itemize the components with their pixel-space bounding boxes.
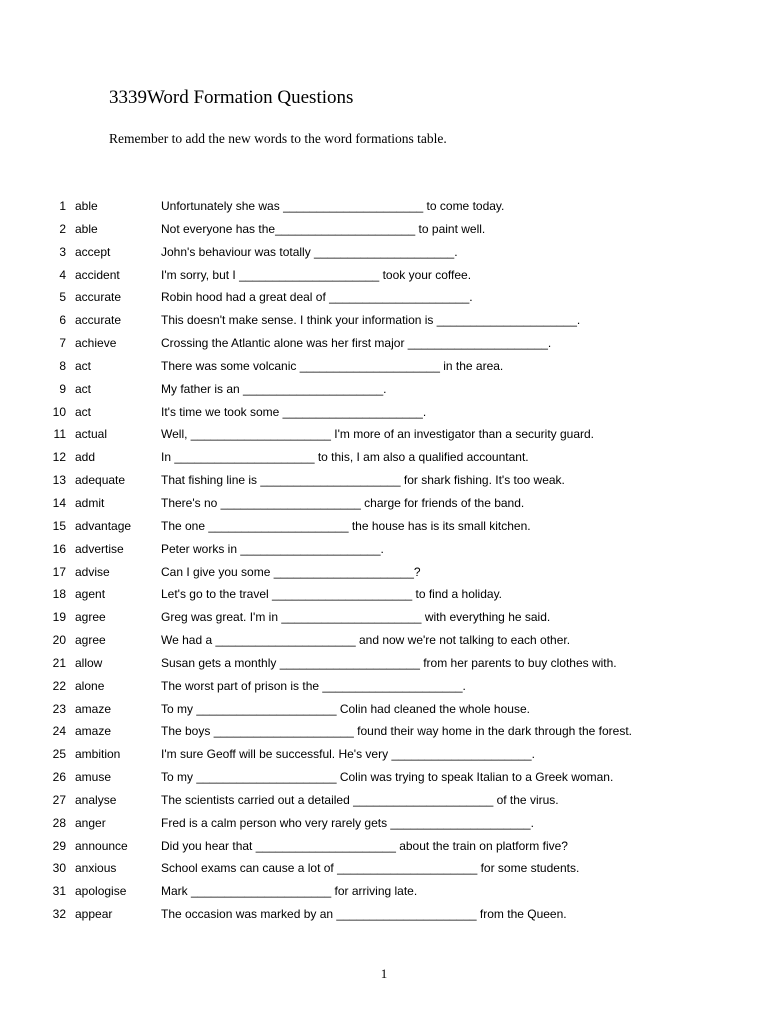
question-row bbox=[0, 359, 768, 382]
question-number: 20 bbox=[52, 633, 66, 648]
root-word: advise bbox=[75, 564, 110, 579]
question-row bbox=[0, 199, 768, 222]
question-sentence: Did you hear that _____________________ about the train on platform five? bbox=[161, 838, 568, 853]
question-sentence: Susan gets a monthly _____________________ from her parents to buy clothes with. bbox=[161, 655, 617, 670]
root-word: advantage bbox=[75, 518, 132, 533]
root-word: agree bbox=[75, 610, 106, 625]
question-number: 10 bbox=[52, 404, 66, 419]
root-word: amaze bbox=[75, 701, 112, 716]
question-number: 24 bbox=[52, 724, 66, 739]
root-word: anxious bbox=[75, 861, 117, 876]
question-number: 1 bbox=[59, 199, 66, 213]
question-row bbox=[0, 816, 768, 839]
question-number: 21 bbox=[52, 655, 66, 670]
root-word: accurate bbox=[75, 313, 122, 328]
question-list bbox=[0, 199, 768, 930]
question-number: 13 bbox=[52, 473, 66, 488]
root-word: act bbox=[75, 404, 92, 419]
question-sentence: The worst part of prison is the _____________________. bbox=[161, 678, 466, 693]
question-number: 11 bbox=[53, 427, 66, 442]
question-sentence: Greg was great. I'm in _____________________ with everything he said. bbox=[161, 610, 551, 625]
question-row bbox=[0, 382, 768, 405]
question-sentence: Crossing the Atlantic alone was her first major _____________________. bbox=[161, 336, 552, 351]
root-word: accident bbox=[75, 267, 120, 282]
question-sentence: John's behaviour was totally _____________________. bbox=[161, 244, 458, 259]
question-row bbox=[0, 565, 768, 588]
question-sentence: Peter works in _____________________. bbox=[161, 541, 384, 556]
question-row bbox=[0, 907, 768, 930]
root-word: add bbox=[75, 450, 96, 465]
question-number: 15 bbox=[52, 518, 66, 533]
question-sentence: The one _____________________ the house has is its small kitchen. bbox=[161, 518, 531, 533]
question-number: 27 bbox=[52, 792, 66, 807]
question-number: 32 bbox=[52, 907, 66, 922]
question-sentence: Let's go to the travel _____________________ to find a holiday. bbox=[161, 587, 503, 602]
root-word: act bbox=[75, 381, 92, 396]
question-number: 9 bbox=[59, 381, 66, 396]
question-number: 29 bbox=[52, 838, 66, 853]
question-row bbox=[0, 587, 768, 610]
question-row bbox=[0, 679, 768, 702]
question-row bbox=[0, 542, 768, 565]
question-number: 12 bbox=[52, 450, 66, 465]
question-number: 5 bbox=[59, 290, 66, 305]
question-sentence: Can I give you some _____________________? bbox=[161, 564, 421, 579]
question-sentence: Robin hood had a great deal of _____________________. bbox=[161, 290, 473, 305]
question-number: 19 bbox=[52, 610, 66, 625]
question-number: 26 bbox=[52, 770, 66, 785]
question-row bbox=[0, 405, 768, 428]
question-row bbox=[0, 633, 768, 656]
root-word: achieve bbox=[75, 336, 117, 351]
question-row bbox=[0, 290, 768, 313]
root-word: able bbox=[75, 221, 98, 236]
root-word: apologise bbox=[75, 884, 127, 899]
question-row bbox=[0, 496, 768, 519]
question-number: 30 bbox=[52, 861, 66, 876]
question-sentence: Not everyone has the_____________________ to paint well. bbox=[161, 221, 486, 236]
question-sentence: Mark _____________________ for arriving late. bbox=[161, 884, 418, 899]
question-number: 3 bbox=[59, 244, 66, 259]
question-sentence: To my _____________________ Colin was trying to speak Italian to a Greek woman. bbox=[161, 770, 614, 785]
question-number: 17 bbox=[52, 564, 66, 579]
root-word: accept bbox=[75, 244, 111, 259]
question-number: 25 bbox=[52, 747, 66, 762]
question-sentence: Fred is a calm person who very rarely gets _____________________. bbox=[161, 815, 534, 830]
question-row bbox=[0, 245, 768, 268]
instruction-text: Remember to add the new words to the word formations table. bbox=[109, 131, 447, 146]
question-row bbox=[0, 884, 768, 907]
question-number: 23 bbox=[52, 701, 66, 716]
question-sentence: There's no _____________________ charge for friends of the band. bbox=[161, 495, 525, 510]
root-word: accurate bbox=[75, 290, 122, 305]
question-row bbox=[0, 473, 768, 496]
question-sentence: To my _____________________ Colin had cleaned the whole house. bbox=[161, 701, 530, 716]
root-word: agree bbox=[75, 633, 106, 648]
question-sentence: There was some volcanic _____________________ in the area. bbox=[161, 358, 504, 373]
question-row bbox=[0, 793, 768, 816]
question-row bbox=[0, 336, 768, 359]
question-sentence: That fishing line is _____________________ for shark fishing. It's too weak. bbox=[161, 473, 565, 488]
root-word: amaze bbox=[75, 724, 112, 739]
question-row bbox=[0, 268, 768, 291]
question-row bbox=[0, 724, 768, 747]
question-sentence: In _____________________ to this, I am also a qualified accountant. bbox=[161, 450, 529, 465]
question-sentence: I'm sorry, but I _____________________ took your coffee. bbox=[161, 267, 472, 282]
question-sentence: The scientists carried out a detailed _____________________ of the virus. bbox=[161, 792, 559, 807]
root-word: announce bbox=[75, 838, 128, 853]
question-number: 18 bbox=[52, 587, 66, 602]
question-sentence: Unfortunately she was _____________________ to come today. bbox=[161, 199, 505, 213]
question-sentence: Well, _____________________ I'm more of an investigator than a security guard. bbox=[161, 427, 595, 442]
question-number: 7 bbox=[59, 336, 66, 351]
question-number: 2 bbox=[59, 221, 66, 236]
root-word: appear bbox=[75, 907, 113, 922]
question-row bbox=[0, 770, 768, 793]
root-word: admit bbox=[75, 495, 105, 510]
question-sentence: We had a _____________________ and now we're not talking to each other. bbox=[161, 633, 571, 648]
question-row bbox=[0, 222, 768, 245]
root-word: act bbox=[75, 358, 92, 373]
question-row bbox=[0, 747, 768, 770]
root-word: allow bbox=[75, 655, 103, 670]
question-row bbox=[0, 861, 768, 884]
question-row bbox=[0, 839, 768, 862]
question-sentence: The occasion was marked by an _____________________ from the Queen. bbox=[161, 907, 567, 922]
question-sentence: I'm sure Geoff will be successful. He's very _____________________. bbox=[161, 747, 535, 762]
question-sentence: My father is an _____________________. bbox=[161, 381, 387, 396]
page-number: 1 bbox=[380, 966, 388, 981]
root-word: actual bbox=[75, 427, 108, 442]
root-word: analyse bbox=[75, 792, 117, 807]
root-word: able bbox=[75, 199, 98, 213]
question-number: 28 bbox=[52, 815, 66, 830]
question-row bbox=[0, 450, 768, 473]
question-sentence: School exams can cause a lot of _____________________ for some students. bbox=[161, 861, 580, 876]
question-row bbox=[0, 427, 768, 450]
question-number: 14 bbox=[52, 495, 66, 510]
question-row bbox=[0, 519, 768, 542]
question-row bbox=[0, 610, 768, 633]
root-word: alone bbox=[75, 678, 105, 693]
question-number: 6 bbox=[59, 313, 66, 328]
root-word: advertise bbox=[75, 541, 124, 556]
question-number: 22 bbox=[52, 678, 66, 693]
question-row bbox=[0, 313, 768, 336]
root-word: amuse bbox=[75, 770, 112, 785]
question-row bbox=[0, 656, 768, 679]
question-sentence: It's time we took some _____________________. bbox=[161, 404, 427, 419]
question-sentence: This doesn't make sense. I think your information is _____________________. bbox=[161, 313, 581, 328]
question-number: 31 bbox=[52, 884, 66, 899]
question-sentence: The boys _____________________ found their way home in the dark through the forest. bbox=[161, 724, 633, 739]
root-word: anger bbox=[75, 815, 106, 830]
question-number: 8 bbox=[59, 358, 66, 373]
question-number: 4 bbox=[59, 267, 66, 282]
root-word: ambition bbox=[75, 747, 121, 762]
root-word: agent bbox=[75, 587, 106, 602]
question-number: 16 bbox=[52, 541, 66, 556]
question-row bbox=[0, 702, 768, 725]
page-title: 3339Word Formation Questions bbox=[109, 87, 354, 108]
root-word: adequate bbox=[75, 473, 126, 488]
